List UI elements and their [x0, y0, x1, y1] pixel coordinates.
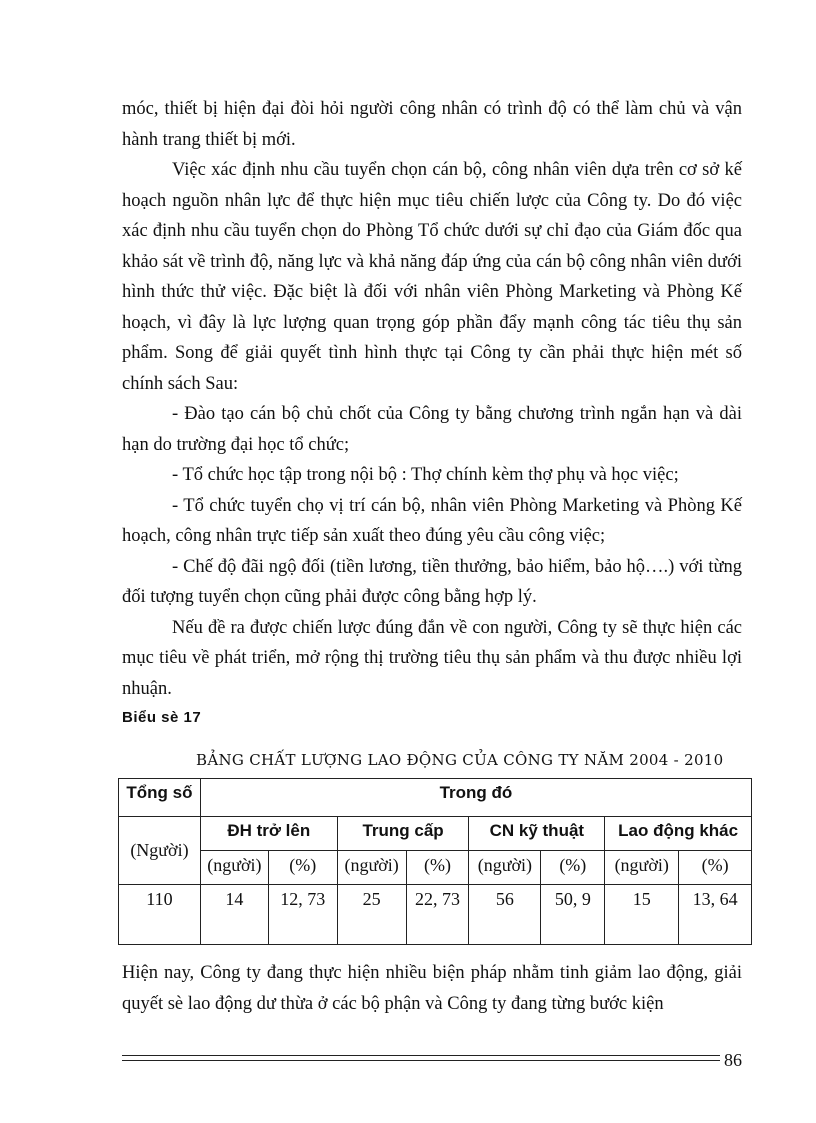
- paragraph: Hiện nay, Công ty đang thực hiện nhiều biện pháp nhằm tinh giảm lao động, giải quyết sè lao động dư thừa ở các bộ phận và Công ty đang từng bước kiện: [122, 963, 742, 1014]
- header-university: ĐH trở lên: [200, 817, 337, 851]
- cell-total: 110: [119, 885, 201, 945]
- paragraph: móc, thiết bị hiện đại đòi hỏi người công nhân có trình độ có thể làm chủ và vận hành trang thiết bị mới.: [122, 99, 742, 150]
- cell-value: 13, 64: [679, 885, 752, 945]
- cell-value: 15: [605, 885, 679, 945]
- bullet-item: - Đào tạo cán bộ chủ chốt của Công ty bằng chương trình ngắn hạn và dài hạn do trường đại học tổ chức;: [122, 404, 742, 455]
- paragraph-bottom: [122, 958, 742, 1019]
- header-group: Trong đó: [200, 779, 751, 817]
- header-technical: CN kỹ thuật: [469, 817, 605, 851]
- header-other: Lao động khác: [605, 817, 752, 851]
- labor-quality-table: [118, 778, 752, 945]
- paragraph: Nếu đề ra được chiến lược đúng đắn về con người, Công ty sẽ thực hiện các mục tiêu về phát triển, mở rộng thị trường tiêu thụ sản phẩm và thu được nhiều lợi nhuận.: [122, 617, 742, 699]
- header-intermediate: Trung cấp: [337, 817, 469, 851]
- subheader-percent: (%): [268, 851, 337, 885]
- subheader-people: (người): [200, 851, 268, 885]
- cell-value: 12, 73: [268, 885, 337, 945]
- subheader-people: (người): [337, 851, 406, 885]
- table-title: BẢNG CHẤT LƯỢNG LAO ĐỘNG CỦA CÔNG TY NĂM 2004 - 2010: [196, 751, 724, 769]
- header-total: Tổng số: [119, 779, 201, 817]
- subheader-percent: (%): [679, 851, 752, 885]
- footer-divider: [122, 1055, 720, 1061]
- subheader-people: (người): [469, 851, 541, 885]
- cell-value: 14: [200, 885, 268, 945]
- subheader-percent: (%): [406, 851, 469, 885]
- header-total-unit: (Người): [119, 817, 201, 885]
- figure-label: Biểu sè 17: [122, 709, 202, 726]
- paragraph: Việc xác định nhu cầu tuyển chọn cán bộ, công nhân viên dựa trên cơ sở kế hoạch nguồn nhân lực để thực hiện mục tiêu chiến lược của Công ty. Do đó việc xác định nhu cầu tuyển chọn do Phòng Tổ chức dưới sự chỉ đạo của Giám đốc qua khảo sát về trình độ, năng lực và khả năng đáp ứng của cán bộ công nhân viên dưới hình thức thử việc. Đặc biệt là đối với nhân viên Phòng Marketing và Phòng Kế hoạch, vì đây là lực lượng quan trọng góp phần đẩy mạnh công tác tiêu thụ sản phẩm. Song để giải quyết tình hình thực tại Công ty cần phải thực hiện mét số chính sách Sau:: [122, 160, 742, 394]
- paragraph-continuation: [122, 94, 742, 155]
- subheader-people: (người): [605, 851, 679, 885]
- cell-value: 22, 73: [406, 885, 469, 945]
- bullet-item: - Chế độ đãi ngộ đối (tiền lương, tiền thưởng, bảo hiểm, bảo hộ….) với từng đối tượng tuyển chọn cũng phải được công bằng hợp lý.: [122, 556, 742, 607]
- main-body: [122, 155, 742, 704]
- bullet-item: - Tổ chức tuyển chọ vị trí cán bộ, nhân viên Phòng Marketing và Phòng Kế hoạch, công nhân trực tiếp sản xuất theo đúng yêu cầu công việc;: [122, 495, 742, 546]
- cell-value: 50, 9: [541, 885, 605, 945]
- cell-value: 25: [337, 885, 406, 945]
- cell-value: 56: [469, 885, 541, 945]
- bullet-item: - Tổ chức học tập trong nội bộ : Thợ chính kèm thợ phụ và học việc;: [172, 465, 679, 485]
- page-number: 86: [724, 1050, 742, 1070]
- subheader-percent: (%): [541, 851, 605, 885]
